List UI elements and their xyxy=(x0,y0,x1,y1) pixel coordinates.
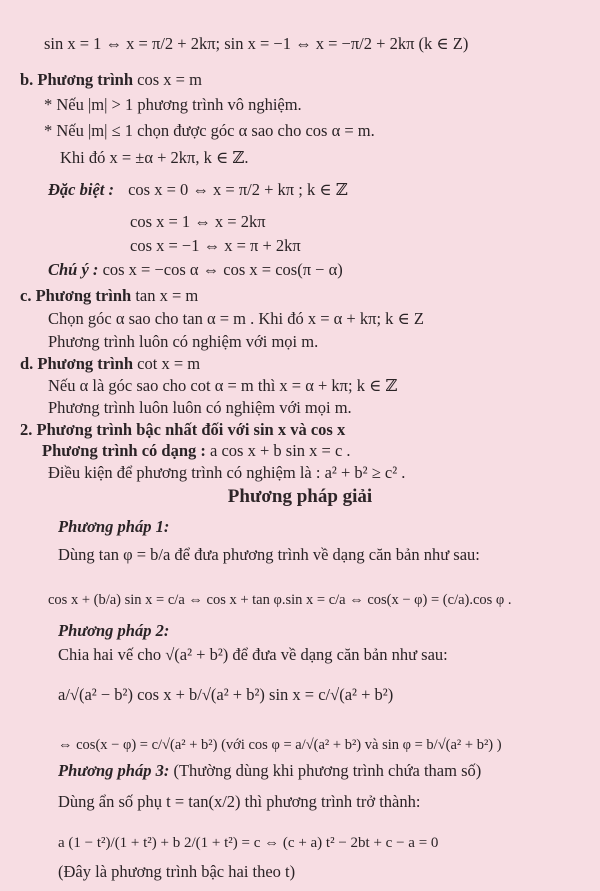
methods-heading: Phương pháp giải xyxy=(227,486,373,507)
cos-minus-one-case: cos x = −1 ⇔ x = π + 2kπ xyxy=(130,236,301,255)
method-3-label: Phương pháp 3: xyxy=(58,761,170,780)
special-cases-label: Đặc biệt : xyxy=(48,180,114,199)
section-c-label: c. Phương trình xyxy=(20,286,132,305)
cos-zero-case: cos x = 0 ⇔ x = π/2 + kπ ; k ∈ ℤ xyxy=(128,180,348,199)
section-c-equation: tan x = m xyxy=(135,286,199,305)
section-d-label: d. Phương trình xyxy=(20,354,134,373)
form-equation: a cos x + b sin x = c . xyxy=(210,441,351,460)
method-3-note: (Thường dùng khi phương trình chứa tham số) xyxy=(173,761,482,780)
method-3-row xyxy=(58,761,481,781)
solvability-condition: Điều kiện để phương trình có nghiệm là : a² + b² ≥ c² . xyxy=(48,463,406,482)
note-equation: cos x = −cos α ⇔ cos x = cos(π − α) xyxy=(102,260,343,279)
method-3-equation: a (1 − t²)/(1 + t²) + b 2/(1 + t²) = c ⇔ (c + a) t² − 2bt + c − a = 0 xyxy=(58,835,439,851)
cos-case-choose-angle: * Nếu |m| ≤ 1 chọn được góc α sao cho cos α = m. xyxy=(44,121,375,140)
cot-always-solvable: Phương trình luôn luôn có nghiệm với mọi m. xyxy=(48,398,352,417)
cos-case-no-solution: * Nếu |m| > 1 phương trình vô nghiệm. xyxy=(44,95,302,114)
cos-one-case: cos x = 1 ⇔ x = 2kπ xyxy=(130,212,266,231)
section-d-title xyxy=(20,354,200,374)
section-2-title: 2. Phương trình bậc nhất đối với sin x và cos x xyxy=(20,420,346,439)
form-row xyxy=(42,441,351,461)
method-1-label: Phương pháp 1: xyxy=(58,517,170,536)
section-c-title xyxy=(20,286,198,306)
special-cases-row xyxy=(48,180,348,200)
section-b-title xyxy=(20,70,202,90)
section-d-equation: cot x = m xyxy=(137,354,201,373)
method-3-conclusion: (Đây là phương trình bậc hai theo t) xyxy=(58,862,296,881)
method-2-description: Chia hai vế cho √(a² + b²) để đưa về dạng căn bản như sau: xyxy=(58,645,448,664)
note-row xyxy=(48,260,343,280)
method-2-label: Phương pháp 2: xyxy=(58,621,170,640)
tan-always-solvable: Phương trình luôn có nghiệm với mọi m. xyxy=(48,332,319,351)
method-1-description: Dùng tan φ = b/a để đưa phương trình về dạng căn bản như sau: xyxy=(58,545,480,564)
tan-solution: Chọn góc α sao cho tan α = m . Khi đó x = α + kπ; k ∈ Z xyxy=(48,309,424,328)
method-2-equivalent: ⇔ cos(x − φ) = c/√(a² + b²) (với cos φ = a/√(a² + b²) và sin φ = b/√(a² + b²) ) xyxy=(58,737,502,753)
cot-solution: Nếu α là góc sao cho cot α = m thì x = α + kπ; k ∈ ℤ xyxy=(48,376,398,395)
section-b-equation: cos x = m xyxy=(137,70,202,89)
form-label: Phương trình có dạng : xyxy=(42,441,206,460)
method-3-substitution: Dùng ẩn số phụ t = tan(x/2) thì phương trình trở thành: xyxy=(58,792,421,811)
section-b-label: b. Phương trình xyxy=(20,70,134,89)
method-2-equation: a/√(a² − b²) cos x + b/√(a² + b²) sin x = c/√(a² + b²) xyxy=(58,685,394,704)
note-label: Chú ý : xyxy=(48,260,99,279)
sin-special-cases: sin x = 1 ⇔ x = π/2 + 2kπ; sin x = −1 ⇔ x = −π/2 + 2kπ (k ∈ Z) xyxy=(44,34,469,53)
method-1-equation: cos x + (b/a) sin x = c/a ⇔ cos x + tan φ.sin x = c/a ⇔ cos(x − φ) = (c/a).cos φ . xyxy=(48,592,512,608)
cos-general-solution: Khi đó x = ±α + 2kπ, k ∈ ℤ. xyxy=(60,148,249,167)
